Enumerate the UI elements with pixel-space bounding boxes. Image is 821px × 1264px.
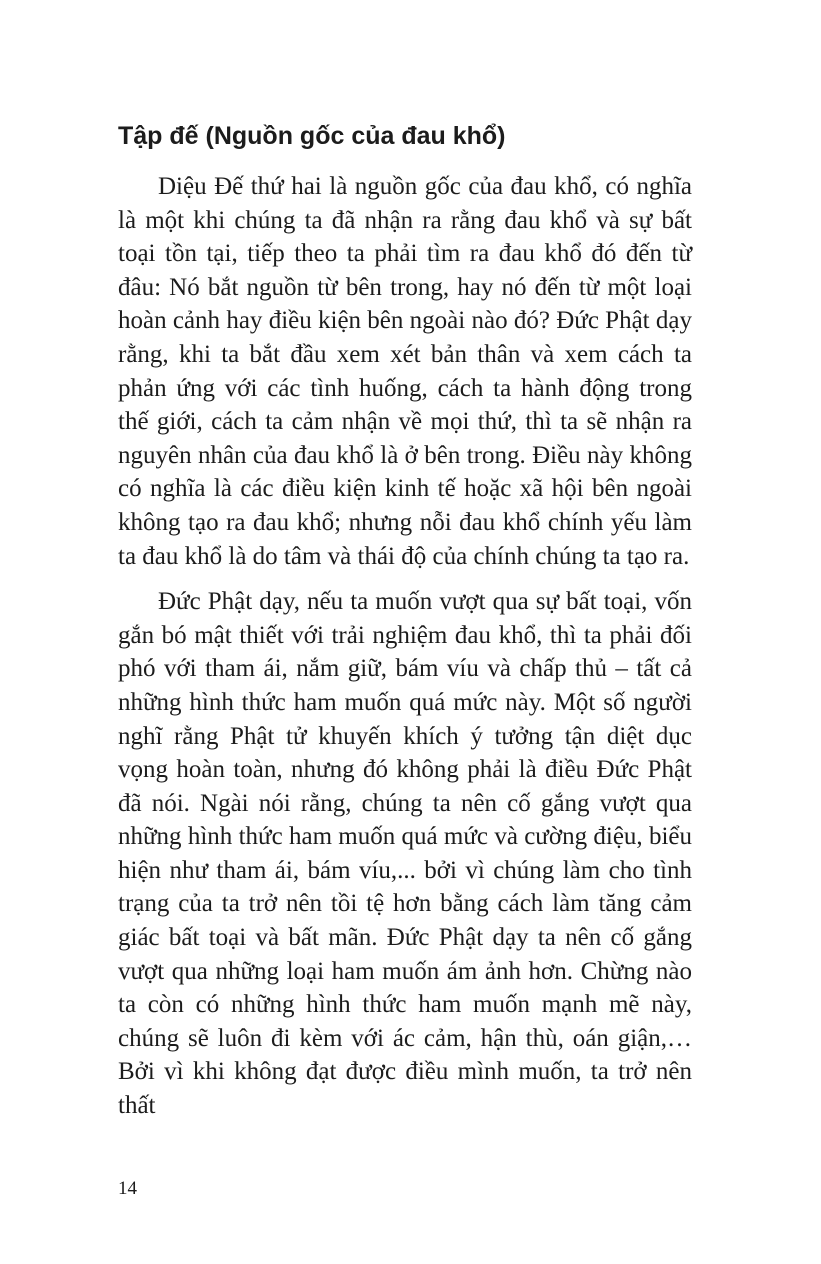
paragraph-1: Diệu Đế thứ hai là nguồn gốc của đau khổ, có nghĩa là một khi chúng ta đã nhận ra rằng đau khổ và sự bất toại tồn tại, tiếp theo ta phải tìm ra đau khổ đó đến từ đâu: Nó bắt nguồn từ bên trong, hay nó đến từ một loại hoàn cảnh hay điều kiện bên ngoài nào đó? Đức Phật dạy rằng, khi ta bắt đầu xem xét bản thân và xem cách ta phản ứng với các tình huống, cách ta hành động trong thế giới, cách ta cảm nhận về mọi thứ, thì ta sẽ nhận ra nguyên nhân của đau khổ là ở bên trong. Điều này không có nghĩa là các điều kiện kinh tế hoặc xã hội bên ngoài không tạo ra đau khổ; nhưng nỗi đau khổ chính yếu làm ta đau khổ là do tâm và thái độ của chính chúng ta tạo ra. (118, 173, 692, 570)
paragraph-2: Đức Phật dạy, nếu ta muốn vượt qua sự bất toại, vốn gắn bó mật thiết với trải nghiệm đau khổ, thì ta phải đối phó với tham ái, nắm giữ, bám víu và chấp thủ – tất cả những hình thức ham muốn quá mức này. Một số người nghĩ rằng Phật tử khuyến khích ý tưởng tận diệt dục vọng hoàn toàn, nhưng đó không phải là điều Đức Phật đã nói. Ngài nói rằng, chúng ta nên cố gắng vượt qua những hình thức ham muốn quá mức và cường điệu, biểu hiện như tham ái, bám víu,... bởi vì chúng làm cho tình trạng của ta trở nên tồi tệ hơn bằng cách làm tăng cảm giác bất toại và bất mãn. Đức Phật dạy ta nên cố gắng vượt qua những loại ham muốn ám ảnh hơn. Chừng nào ta còn có những hình thức ham muốn mạnh mẽ này, chúng sẽ luôn đi kèm với ác cảm, hận thù, oán giận,… Bởi vì khi không đạt được điều mình muốn, ta trở nên thất (118, 588, 692, 1120)
page-content (118, 120, 692, 1123)
page-number: 14 (118, 1178, 137, 1199)
section-heading: Tập đế (Nguồn gốc của đau khổ) (118, 122, 506, 150)
